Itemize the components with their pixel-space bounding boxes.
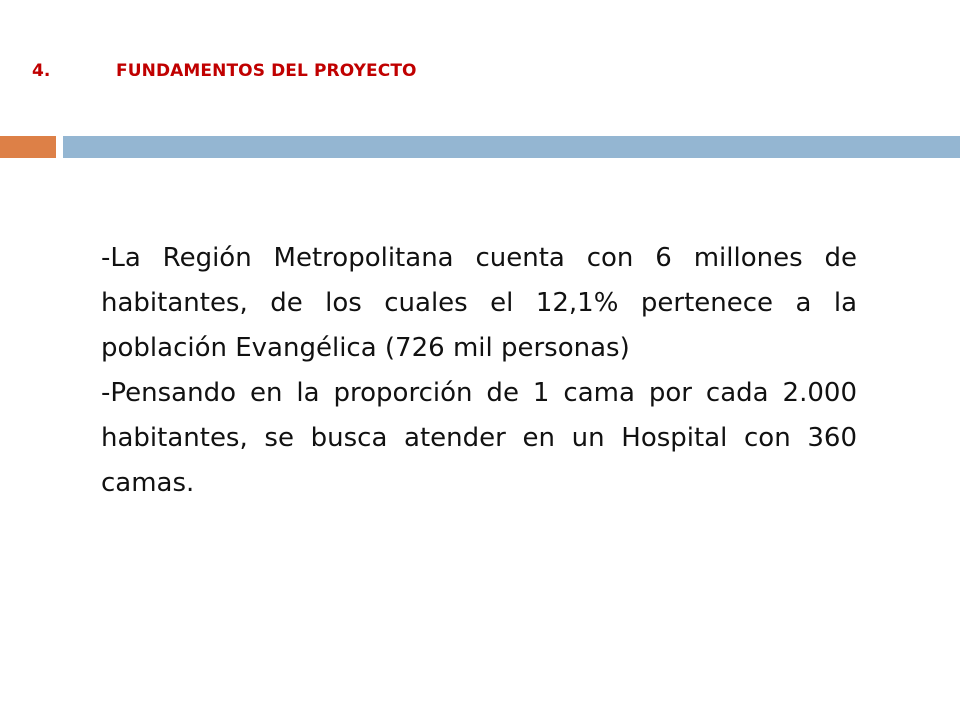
- accent-bar-blue: [63, 136, 960, 158]
- accent-bar-orange: [0, 136, 56, 158]
- body-text: [101, 236, 857, 506]
- slide-title: [32, 58, 417, 84]
- paragraph-beds: -Pensando en la proporción de 1 cama por cada 2.000 habitantes, se busca atender en un Hospital con 360 camas.: [101, 378, 857, 498]
- paragraph-population: -La Región Metropolitana cuenta con 6 millones de habitantes, de los cuales el 12,1% pertenece a la población Evangélica (726 mil personas): [101, 243, 857, 363]
- section-number: 4.: [32, 61, 51, 81]
- section-title: FUNDAMENTOS DEL PROYECTO: [116, 61, 417, 81]
